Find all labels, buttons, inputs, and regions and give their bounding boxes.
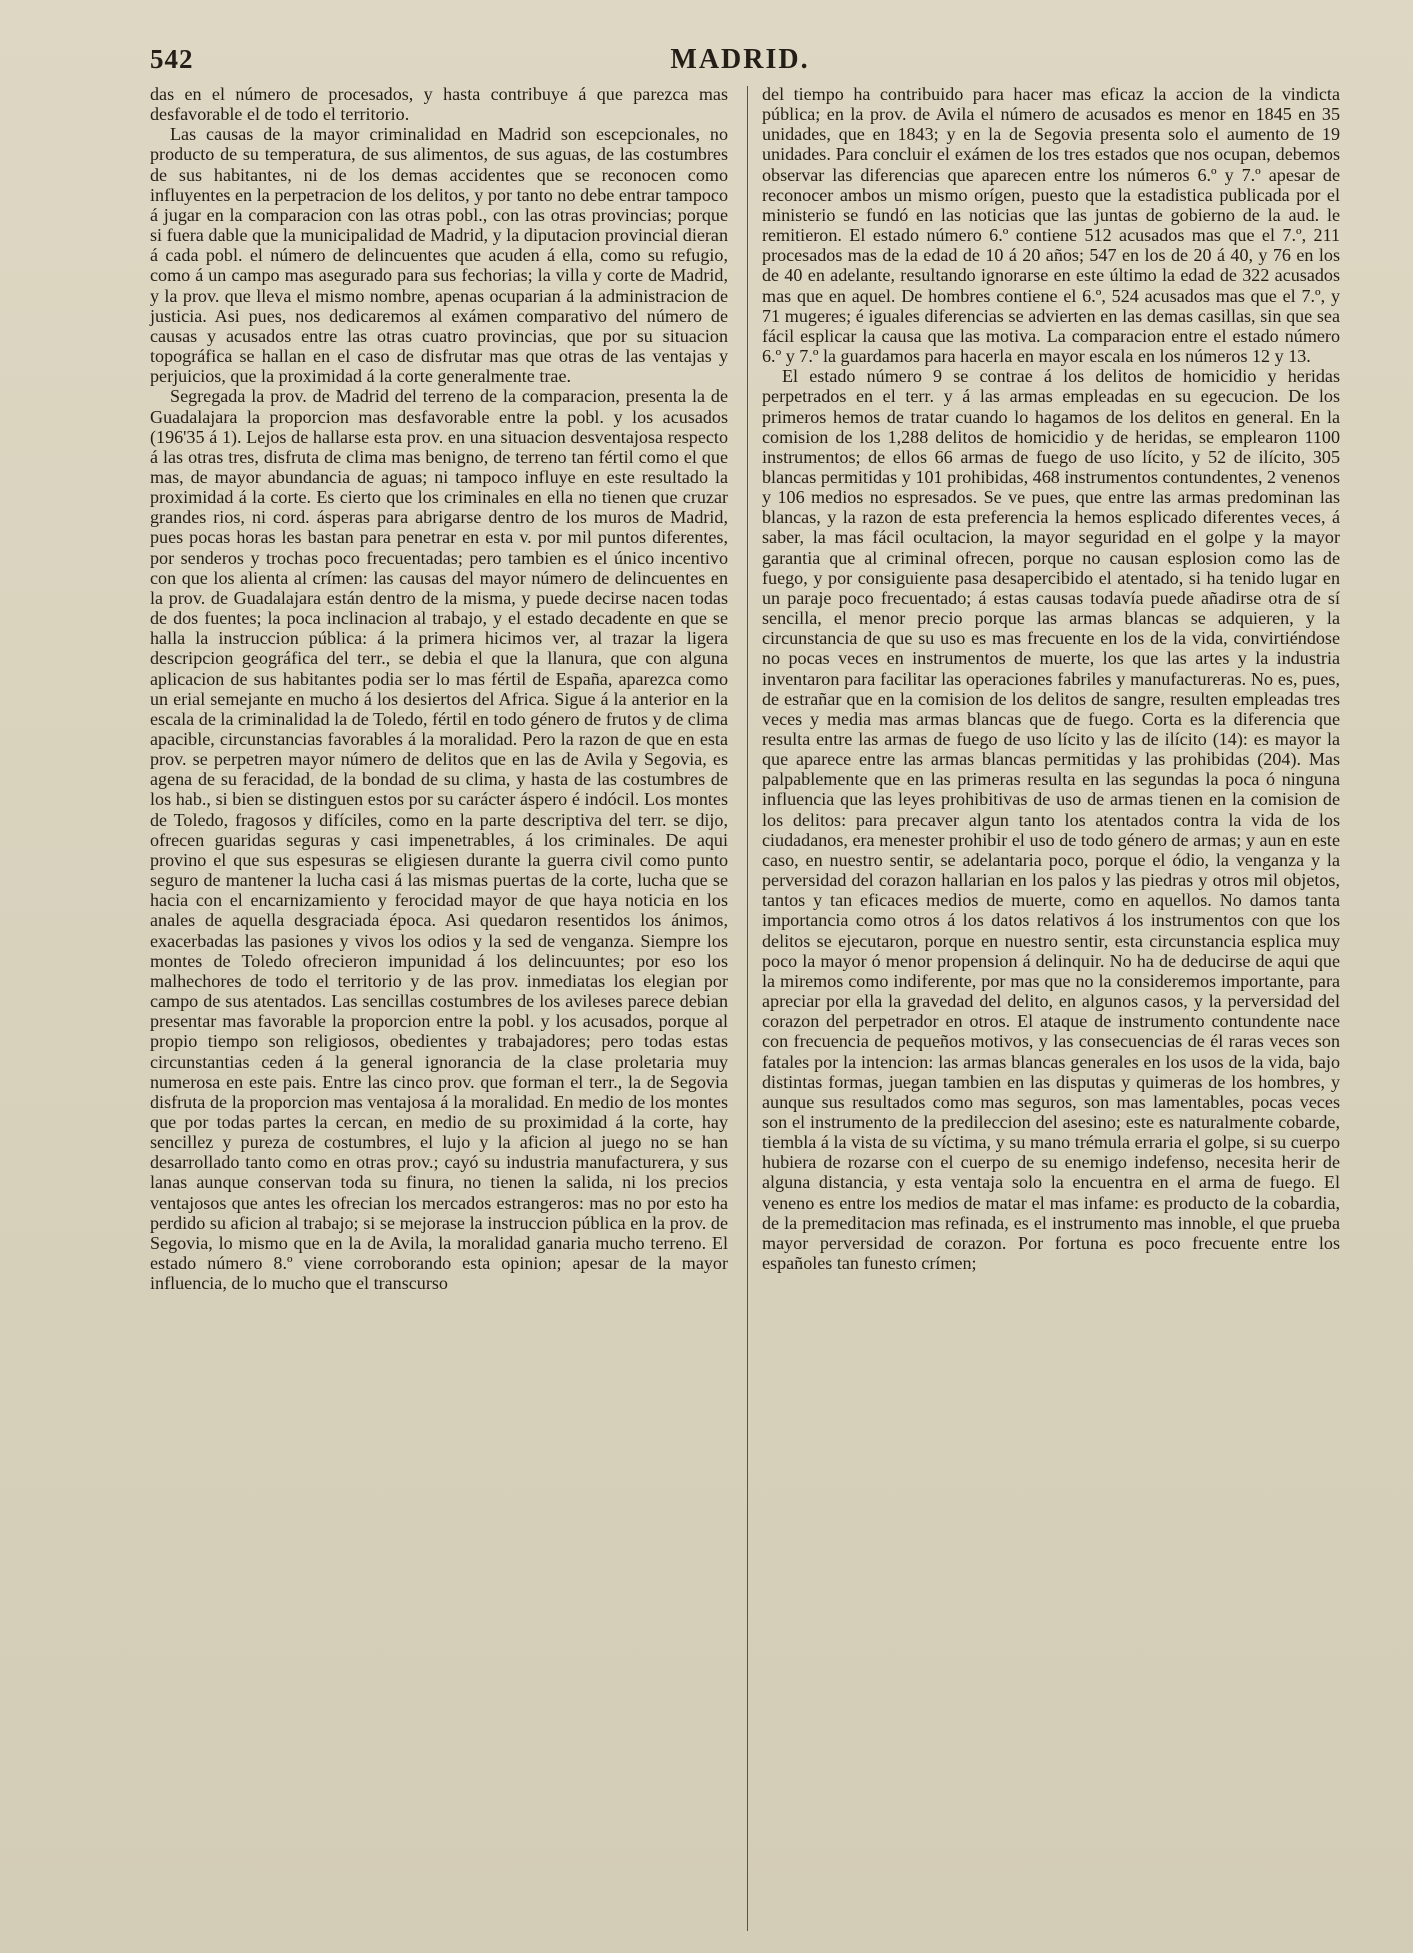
left-paragraph-1: das en el número de procesados, y hasta contribuye á que parezca mas desfavorable el de todo el territorio.	[150, 84, 728, 125]
page-number: 542	[150, 44, 194, 74]
right-column	[762, 84, 1340, 1273]
page-header	[150, 44, 1330, 84]
left-paragraph-3: Segregada la prov. de Madrid del terreno de la comparacion, presenta la de Guadalajara la proporcion mas desfavorable entre la pobl. y los acusados (196'35 á 1). Lejos de hallarse esta prov. en una situacion desventajosa respecto á las otras tres, disfruta de clima mas benigno, de terreno tan fértil como el que mas, de mayor abundancia de aguas; ni tampoco influye en este resultado la proximidad á la corte. Es cierto que los criminales en ella no tienen que cruzar grandes rios, ni cord. ásperas para abrigarse dentro de los muros de Madrid, pues pocas horas les bastan para penetrar en esta v. por mil puntos diferentes, por senderos y trochas poco frecuentadas; pero tambien es el único incentivo con que los alienta al crímen: las causas del mayor número de delincuentes en la prov. de Guadalajara están dentro de la misma, y puede decirse nacen todas de dos fuentes; la poca inclinacion al trabajo, y el estado decadente en que se halla la instruccion pública: á la primera hicimos ver, al trazar la ligera descripcion geográfica del terr., se debia el que la llanura, que con alguna aplicacion de sus habitantes podia ser lo mas fértil de España, aparezca como un erial semejante en mucho á los desiertos del Africa. Sigue á la anterior en la escala de la criminalidad la de Toledo, fértil en todo género de frutos y de clima apacible, circunstancias favorables á la moralidad. Pero la razon de que en esta prov. se perpetren mayor número de delitos que en las de Avila y Segovia, es agena de su feracidad, de la bondad de su clima, y hasta de las costumbres de los hab., si bien se distinguen estos por su carácter áspero é indócil. Los montes de Toledo, fragosos y difíciles, como en la parte descriptiva del terr. se dijo, ofrecen guaridas seguras y casi impenetrables, á los criminales. De aqui provino el que sus espesuras se eligiesen durante la guerra civil como punto seguro de mantener la lucha casi á las mismas puertas de la corte, lucha que se hacia con el encarnizamiento y ferocidad mayor de que haya noticia en los anales de aquella desgraciada época. Asi quedaron resentidos los ánimos, exacerbadas las pasiones y vivos los odios y la sed de venganza. Siempre los montes de Toledo ofrecieron impunidad á los delincuuntes; por eso los malhechores de todo el territorio y de las prov. inmediatas los elegian por campo de sus atentados. Las sencillas costumbres de los avileses parece debian presentar mas favorable la proporcion entre la pobl. y los acusados, porque al propio tiempo son religiosos, obedientes y trabajadores; pero todas estas circunstantias ceden á la general ignorancia de la clase proletaria muy numerosa en este pais. Entre las cinco prov. que forman el terr., la de Segovia disfruta de la proporcion mas ventajosa á la moralidad. En medio de los montes que por todas partes la cercan, en medio de su proximidad á la corte, hay sencillez y pureza de costumbres, el lujo y la aficion al juego no se han desarrollado tanto como en otras prov.; cayó su industria manufacturera, y sus lanas aunque conservan toda su finura, no tienen la salida, ni los precios ventajosos que antes les ofrecian los mercados estrangeros: mas no por esto ha perdido su aficion al trabajo; si se mejorase la instruccion pública en la prov. de Segovia, lo mismo que en la de Avila, la moralidad ganaria mucho terreno. El estado número 8.º viene corroborando esta opinion; apesar de la mayor influencia, de lo mucho que el transcurso	[150, 386, 728, 1294]
right-paragraph-1: del tiempo ha contribuido para hacer mas eficaz la accion de la vindicta pública; en la prov. de Avila el número de acusados es menor en 1845 en 35 unidades, que en 1843; y en la de Segovia presenta solo el aumento de 19 unidades. Para concluir el exámen de los tres estados que nos ocupan, debemos observar las diferencias que aparecen entre los números 6.º y 7.º apesar de reconocer ambos un mismo orígen, puesto que la estadistica publicada por el ministerio se fundó en las noticias que las juntas de gobierno de la aud. le remitieron. El estado número 6.º contiene 512 acusados mas que el 7.º, 211 procesados mas de la edad de 10 á 20 años; 547 en los de 20 á 40, y 76 en los de 40 en adelante, resultando ignorarse en este último la edad de 322 acusados mas que en aquel. De hombres contiene el 6.º, 524 acusados mas que el 7.º, y 71 mugeres; é iguales diferencias se advierten en las demas casillas, sin que sea fácil esplicar la causa que las motiva. La comparacion entre el estado número 6.º y 7.º la guardamos para hacerla en mayor escala en los números 12 y 13.	[762, 84, 1340, 367]
left-column	[150, 84, 728, 1293]
running-title: MADRID.	[670, 44, 810, 75]
left-paragraph-2: Las causas de la mayor criminalidad en Madrid son escepcionales, no producto de su temperatura, de sus alimentos, de sus aguas, de las costumbres de sus habitantes, ni de los demas accidentes que se reconocen como influyentes en la perpetracion de los delitos, y por tanto no debe entrar tampoco á jugar en la comparacion con las otras pobl., con las otras provincias; porque si fuera dable que la municipalidad de Madrid, y la diputacion provincial dieran á cada pobl. el número de delincuentes que acuden á ella, como su refugio, como á un campo mas asegurado para sus fechorias; la villa y corte de Madrid, y la prov. que lleva el mismo nombre, apenas ocuparian á la administracion de justicia. Asi pues, nos dedicaremos al exámen comparativo del número de causas y acusados entre las otras cuatro provincias, que por su situacion topográfica se hallan en el caso de disfrutar mas que otras de las ventajas y perjuicios, que la proximidad á la corte generalmente trae.	[150, 124, 728, 387]
column-divider	[747, 86, 748, 1931]
right-paragraph-2: El estado número 9 se contrae á los delitos de homicidio y heridas perpetrados en el terr. y á las armas empleadas en su egecucion. De los primeros hemos de tratar cuando lo hagamos de los delitos en general. En la comision de los 1,288 delitos de homicidio y de heridas, se emplearon 1100 instrumentos; de ellos 66 armas de fuego de uso lícito, y 52 de ilícito, 305 blancas permitidas y 101 prohibidas, 468 instrumentos contundentes, 2 venenos y 106 medios no espresados. Se ve pues, que entre las armas predominan las blancas, y la razon de esta preferencia la hemos esplicado diferentes veces, á saber, la mas fácil ocultacion, la mayor seguridad en el golpe y la mayor garantia que al criminal ofrecen, porque no causan esplosion como las de fuego, y por consiguiente pasa desapercibido el atentado, si ha tenido lugar en un paraje poco frecuentado; á estas causas todavía puede añadirse otra de sí sencilla, el menor precio porque las armas blancas se adquieren, y la circunstancia de que su uso es mas frecuente en los de la vida, convirtiéndose no pocas veces en instrumentos de muerte, los que las artes y la industria inventaron para facilitar las operaciones fabriles y manufactureras. No es, pues, de estrañar que en la comision de los delitos de sangre, resulten empleadas tres veces y media mas armas blancas que de fuego. Corta es la diferencia que resulta entre las armas de fuego de uso lícito y las de ilícito (14): es mayor la que aparece entre las armas blancas permitidas y las prohibidas (204). Mas palpablemente que en las primeras resulta en las segundas la poca ó ninguna influencia que las leyes prohibitivas de uso de armas tienen en la comision de los delitos: para precaver algun tanto los atentados contra la vida de los ciudadanos, era menester prohibir el uso de todo género de armas; y aun en este caso, en nuestro sentir, se adelantaria poco, porque el ódio, la venganza y la perversidad del corazon hallarian en los palos y las piedras y otros mil objetos, tantos y tan eficaces medios de muerte, como en aquellos. No damos tanta importancia como otros á los datos relativos á los instrumentos con que los delitos se ejecutaron, porque en nuestro sentir, esta circunstancia esplica muy poco la mayor ó menor propension á delinquir. No ha de deducirse de aqui que la miremos como indiferente, por mas que no la consideremos importante, para apreciar por ella la gravedad del delito, en algunos casos, y la perversidad del corazon del perpetrador en otros. El ataque de instrumento contundente nace con frecuencia de pequeños motivos, y las consecuencias de él raras veces son fatales por la intencion: las armas blancas generales en los usos de la vida, bajo distintas formas, juegan tambien en las disputas y quimeras de los hombres, y aunque sus resultados como mas seguros, son mas lamentables, pocas veces son el instrumento de la predileccion del asesino; este es naturalmente cobarde, tiembla á la vista de su víctima, y su mano trémula erraria el golpe, si su cuerpo hubiera de rozarse con el cuerpo de su enemigo indefenso, necesita herir de alguna distancia, y esta ventaja solo la encuentra en el arma de fuego. El veneno es entre los medios de matar el mas infame: es producto de la cobardia, de la premeditacion mas refinada, es el instrumento mas innoble, el que prueba mayor perversidad de corazon. Por fortuna es poco frecuente entre los españoles tan funesto crímen;	[762, 366, 1340, 1274]
